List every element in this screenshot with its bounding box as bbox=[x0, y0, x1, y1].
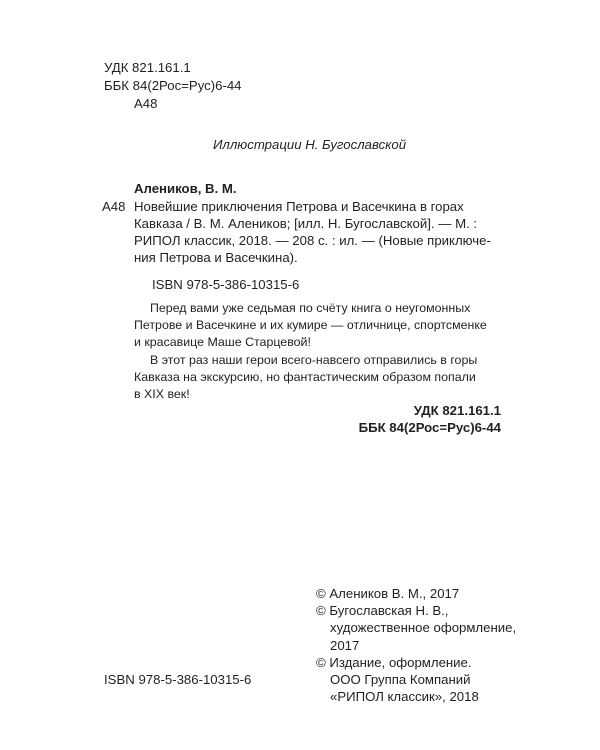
annotation-text bbox=[134, 300, 501, 403]
copyright-line: ООО Группа Компаний bbox=[330, 672, 471, 688]
annotation-line: в XIX век! bbox=[134, 387, 190, 402]
bbk-code-bold: ББК 84(2Рос=Рус)6-44 bbox=[358, 420, 501, 435]
copyright-line: «РИПОЛ классик», 2018 bbox=[330, 689, 479, 705]
copyright-block bbox=[316, 585, 516, 705]
udk-code: УДК 821.161.1 bbox=[104, 60, 191, 75]
annotation-line: Петрове и Васечкине и их кумире — отличнице, спортсменке bbox=[134, 318, 487, 333]
catalog-author-mark: А48 bbox=[102, 199, 126, 214]
author-mark-top: А48 bbox=[134, 96, 158, 111]
copyright-line: 2017 bbox=[330, 637, 360, 653]
copyright-line: © Алеников В. М., 2017 bbox=[316, 586, 460, 601]
annotation-line: и красавице Маше Старцевой! bbox=[134, 335, 311, 350]
bbk-code: ББК 84(2Рос=Рус)6-44 bbox=[104, 78, 242, 93]
copyright-line: художественное оформление, bbox=[330, 620, 517, 636]
bottom-isbn: ISBN 978-5-386-10315-6 bbox=[104, 672, 252, 687]
catalog-description bbox=[134, 198, 501, 266]
annotation-line: Кавказа на экскурсию, но фантастическим образом попали bbox=[134, 369, 476, 384]
annotation-line: В этот раз наши герои всего-навсего отправились в горы bbox=[150, 352, 478, 367]
copyright-line: © Бугославская Н. В., bbox=[316, 603, 449, 619]
annotation-line: Перед вами уже седьмая по счёту книга о неугомонных bbox=[150, 301, 471, 315]
catalog-description-line: Кавказа / В. М. Алеников; [илл. Н. Бугославской]. — М. : bbox=[134, 216, 478, 231]
catalog-description-line: РИПОЛ классик, 2018. — 208 с. : ил. — (Новые приключе- bbox=[134, 233, 491, 248]
illustrator-credit: Иллюстрации Н. Бугославской bbox=[213, 137, 407, 152]
udk-code-bold: УДК 821.161.1 bbox=[413, 403, 501, 418]
catalog-author-heading: Алеников, В. М. bbox=[134, 181, 237, 196]
catalog-description-line: ния Петрова и Васечкина). bbox=[134, 250, 298, 265]
catalog-description-line: Новейшие приключения Петрова и Васечкина в горах bbox=[134, 199, 464, 214]
copyright-line: © Издание, оформление. bbox=[316, 654, 472, 670]
catalog-isbn: ISBN 978-5-386-10315-6 bbox=[152, 277, 300, 292]
